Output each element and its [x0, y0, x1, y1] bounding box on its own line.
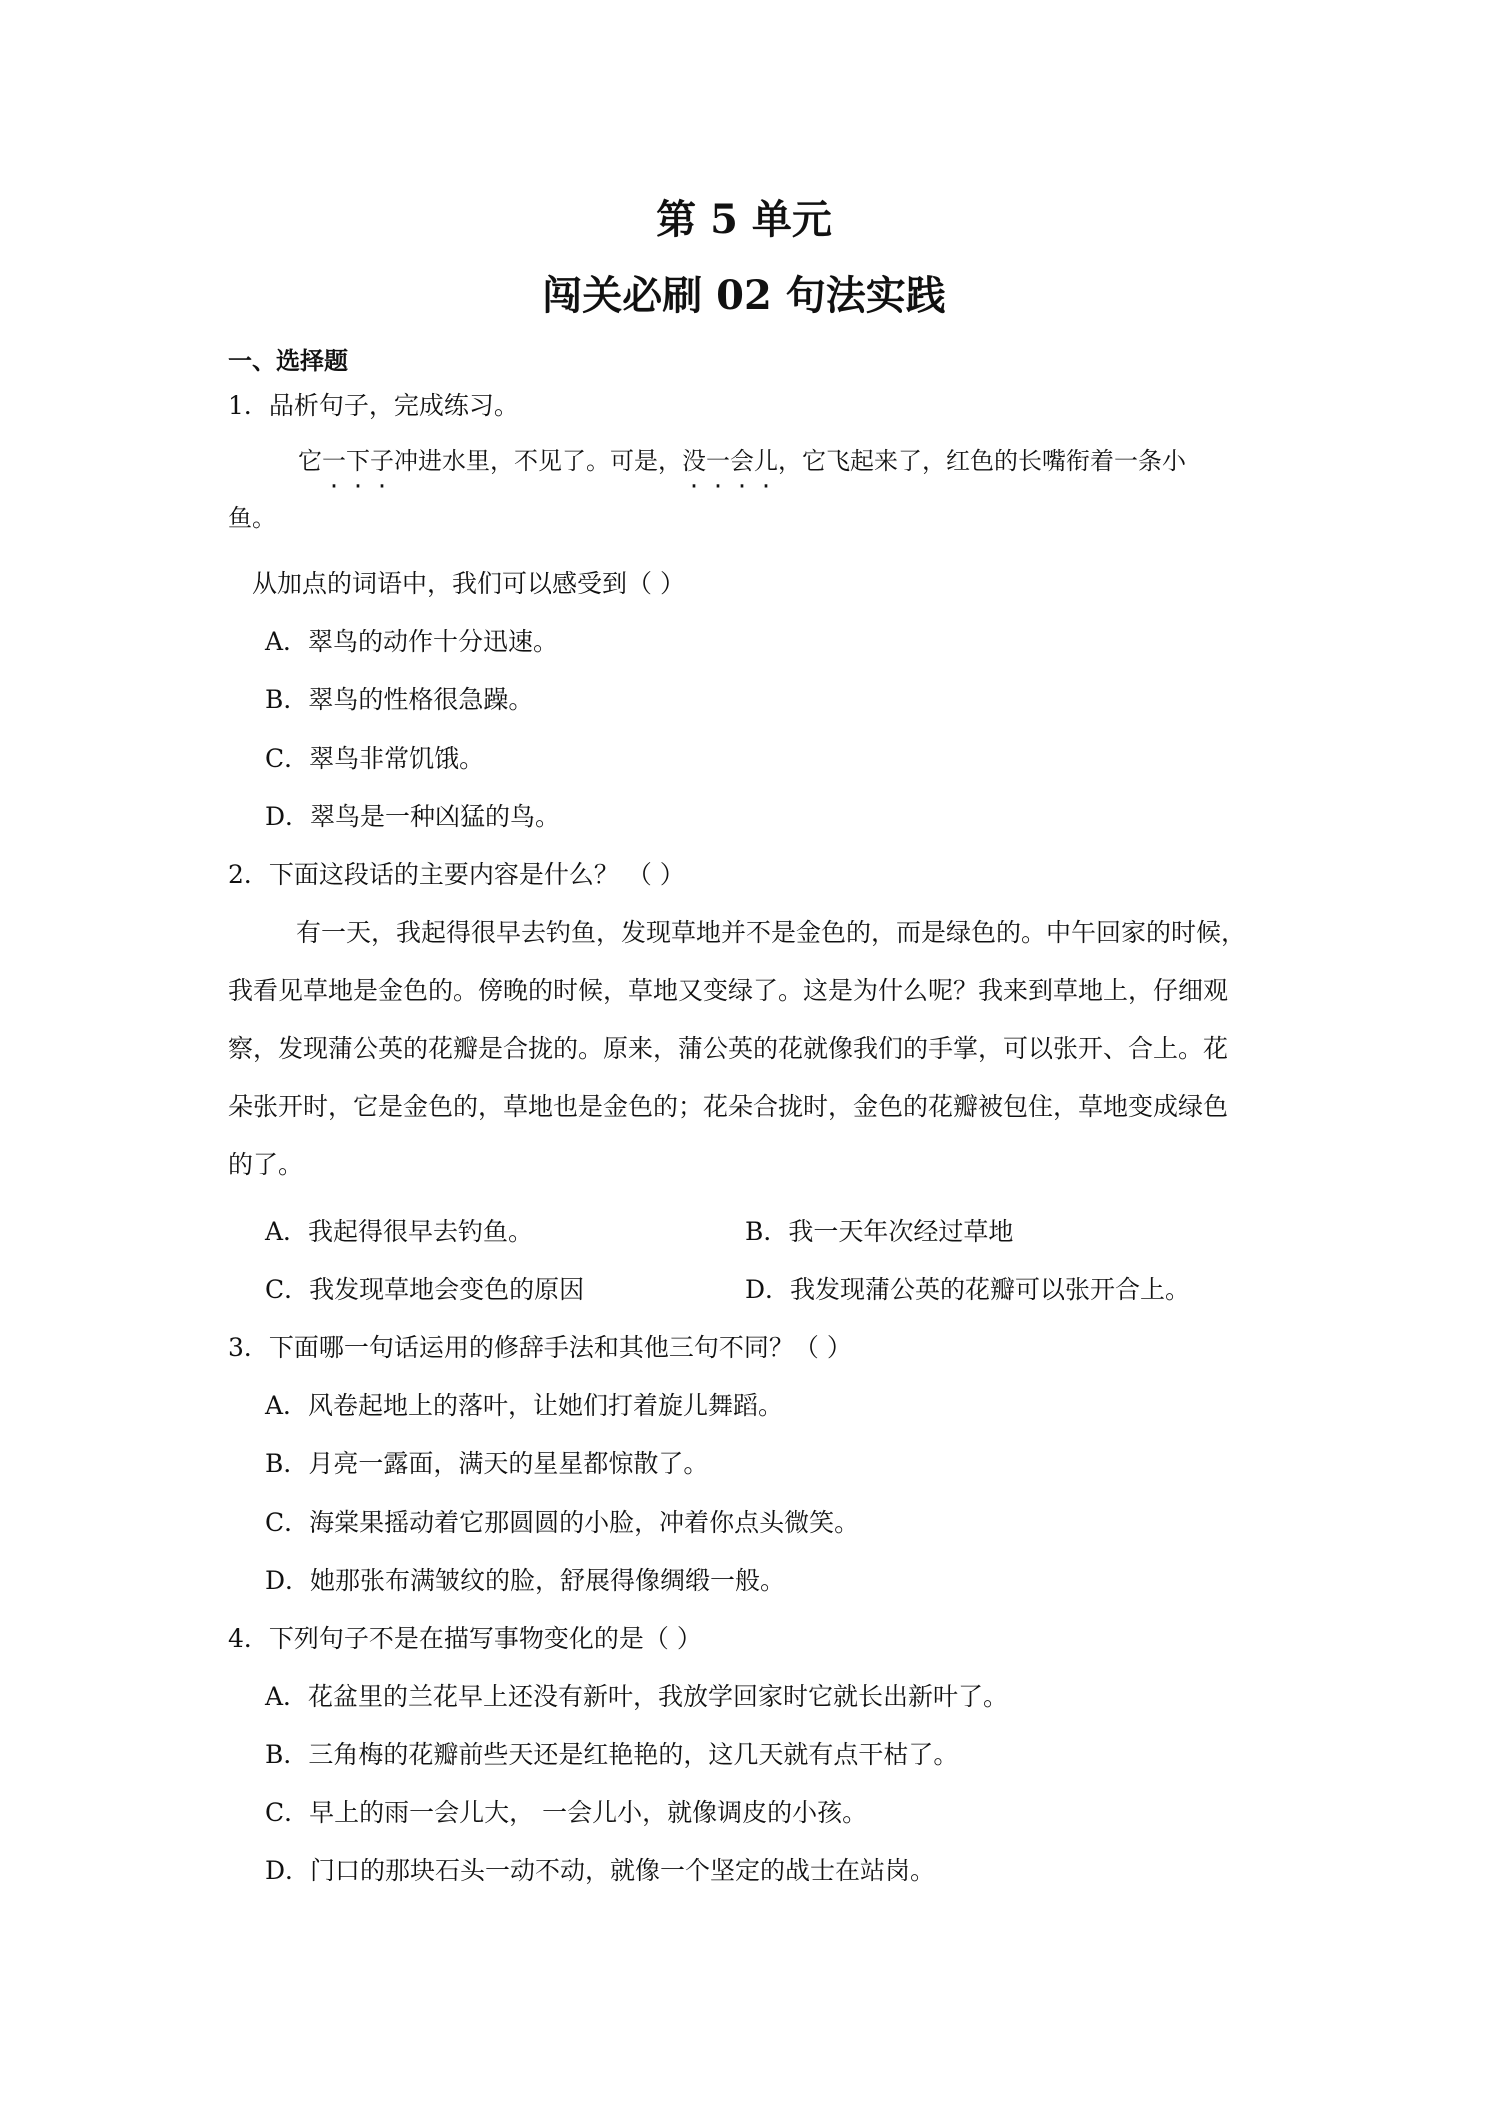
- dotted-char: 一: [322, 447, 346, 475]
- question-1-stem: 1．品析句子，完成练习。: [228, 391, 519, 420]
- question-1-option-a[interactable]: A．翠鸟的动作十分迅速。: [265, 627, 559, 656]
- dotted-char: 儿: [754, 447, 778, 475]
- question-2-passage-line: 有一天，我起得很早去钓鱼，发现草地并不是金色的，而是绿色的。中午回家的时候，: [296, 918, 1247, 947]
- passage-text: ，它飞起来了，红色的长嘴衔着一条小: [778, 447, 1186, 475]
- dotted-char: 会: [730, 447, 754, 475]
- question-1-option-d[interactable]: D．翠鸟是一种凶猛的鸟。: [265, 802, 561, 831]
- question-2-passage-line: 我看见草地是金色的。傍晚的时候，草地又变绿了。这是为什么呢？我来到草地上，仔细观: [228, 976, 1229, 1005]
- page-subtitle: 闯关必刷 02 句法实践: [542, 272, 946, 319]
- question-2-option-d[interactable]: D．我发现蒲公英的花瓣可以张开合上。: [745, 1275, 1191, 1304]
- question-2-option-b[interactable]: B．我一天年次经过草地: [745, 1217, 1014, 1246]
- question-2-passage-line: 的了。: [228, 1150, 304, 1179]
- question-4-option-b[interactable]: B．三角梅的花瓣前些天还是红艳艳的，这几天就有点干枯了。: [265, 1740, 959, 1769]
- question-2-option-c[interactable]: C．我发现草地会变色的原因: [265, 1275, 585, 1304]
- question-2-stem: 2．下面这段话的主要内容是什么？ （ ）: [228, 860, 685, 889]
- question-1-passage-line-2: 鱼。: [228, 504, 276, 532]
- question-4-option-d[interactable]: D．门口的那块石头一动不动，就像一个坚定的战士在站岗。: [265, 1856, 936, 1885]
- question-1-option-c[interactable]: C．翠鸟非常饥饿。: [265, 744, 485, 773]
- passage-text: 它: [298, 447, 322, 475]
- question-2-passage-line: 朵张开时，它是金色的，草地也是金色的；花朵合拢时，金色的花瓣被包住，草地变成绿色: [228, 1092, 1229, 1121]
- question-4-stem: 4．下列句子不是在描写事物变化的是（ ）: [228, 1624, 702, 1653]
- question-3-option-a[interactable]: A．风卷起地上的落叶，让她们打着旋儿舞蹈。: [265, 1391, 784, 1420]
- dotted-char: 下: [346, 447, 370, 475]
- question-1-option-b[interactable]: B．翠鸟的性格很急躁。: [265, 685, 534, 714]
- question-3-option-c[interactable]: C．海棠果摇动着它那圆圆的小脸，冲着你点头微笑。: [265, 1508, 860, 1537]
- question-4-option-a[interactable]: A．花盆里的兰花早上还没有新叶，我放学回家时它就长出新叶了。: [265, 1682, 1009, 1711]
- question-3-option-d[interactable]: D．她那张布满皱纹的脸，舒展得像绸缎一般。: [265, 1566, 786, 1595]
- section-heading: 一、选择题: [228, 346, 348, 375]
- question-3-option-b[interactable]: B．月亮一露面，满天的星星都惊散了。: [265, 1449, 709, 1478]
- question-1-passage-line-1: [298, 443, 1186, 479]
- dotted-char: 没: [682, 447, 706, 475]
- page-title: 第 5 单元: [656, 196, 832, 243]
- dotted-word-2: [682, 447, 778, 475]
- question-4-option-c[interactable]: C．早上的雨一会儿大， 一会儿小，就像调皮的小孩。: [265, 1798, 868, 1827]
- question-2-option-a[interactable]: A．我起得很早去钓鱼。: [265, 1217, 534, 1246]
- question-2-passage-line: 察，发现蒲公英的花瓣是合拢的。原来，蒲公英的花就像我们的手掌，可以张开、合上。花: [228, 1034, 1229, 1063]
- passage-text: 冲进水里，不见了。可是，: [394, 447, 682, 475]
- dotted-char: 子: [370, 447, 394, 475]
- dotted-char: 一: [706, 447, 730, 475]
- dotted-word-1: [322, 447, 394, 475]
- question-1-question: 从加点的词语中，我们可以感受到（ ）: [252, 569, 685, 598]
- question-3-stem: 3．下面哪一句话运用的修辞手法和其他三句不同？（ ）: [228, 1333, 852, 1362]
